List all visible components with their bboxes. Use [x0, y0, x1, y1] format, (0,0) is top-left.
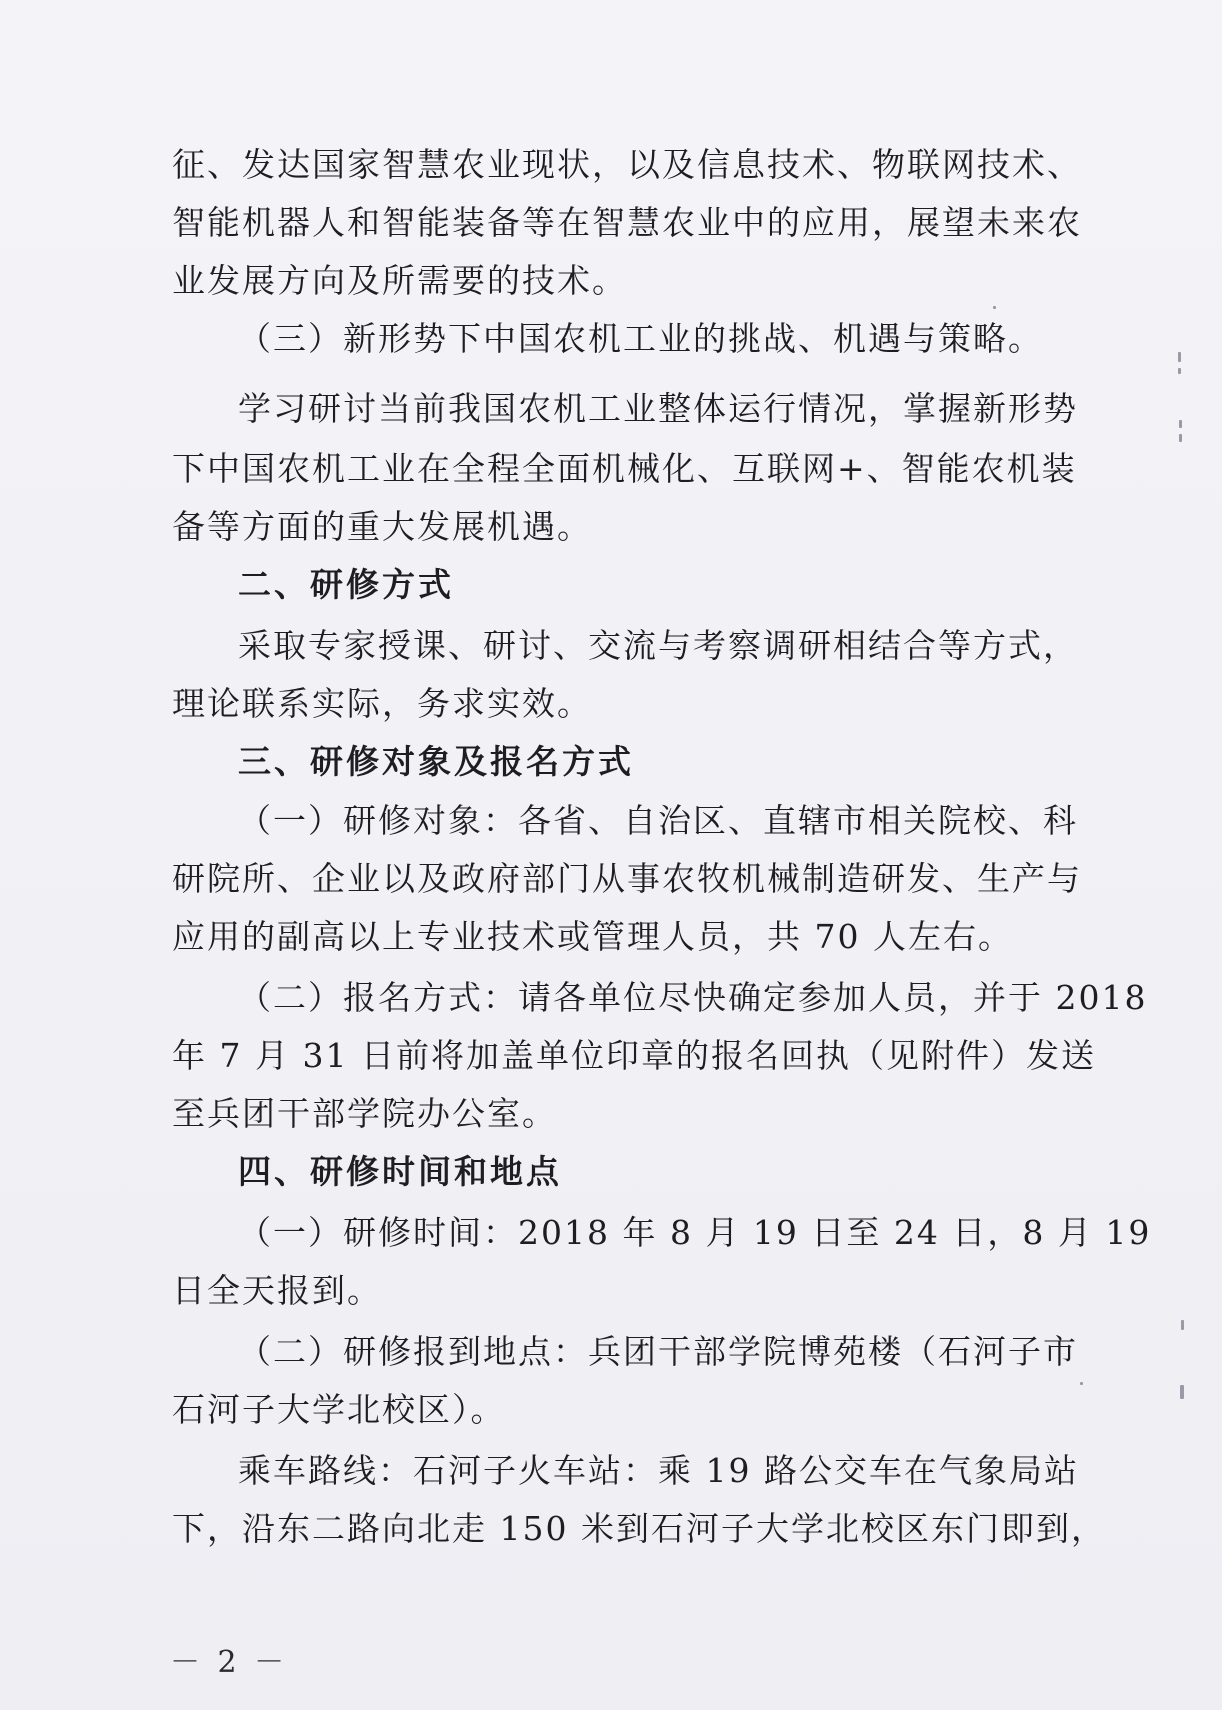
paragraph-line: 业发展方向及所需要的技术。: [172, 261, 627, 300]
paragraph-line: 理论联系实际，务求实效。: [172, 684, 592, 723]
paragraph-line: 至兵团干部学院办公室。: [172, 1094, 557, 1133]
paragraph-line: 征、发达国家智慧农业现状，以及信息技术、物联网技术、: [172, 145, 1082, 184]
section-heading: 四、研修时间和地点: [238, 1152, 562, 1191]
scan-speck: [993, 306, 996, 309]
paragraph-line: 智能机器人和智能装备等在智慧农业中的应用，展望未来农: [172, 203, 1082, 242]
paragraph-line: 备等方面的重大发展机遇。: [172, 507, 592, 546]
section-heading: 二、研修方式: [238, 565, 454, 604]
paragraph-line: 石河子大学北校区）。: [172, 1390, 506, 1429]
paragraph-line: 研院所、企业以及政府部门从事农牧机械制造研发、生产与: [172, 859, 1082, 898]
scan-speck: [1181, 1320, 1184, 1330]
paragraph-line: 采取专家授课、研讨、交流与考察调研相结合等方式，: [238, 626, 1078, 665]
paragraph-line: （二）报名方式：请各单位尽快确定参加人员，并于 2018: [238, 978, 1148, 1017]
scan-speck: [1080, 1382, 1083, 1385]
page-number: － 2 －: [170, 1645, 289, 1680]
paragraph-line: 日全天报到。: [172, 1271, 382, 1310]
scan-speck: [1178, 368, 1181, 374]
scan-speck: [1178, 352, 1181, 362]
paragraph-line: 乘车路线：石河子火车站：乘 19 路公交车在气象局站: [238, 1451, 1079, 1490]
paragraph-line: 学习研讨当前我国农机工业整体运行情况，掌握新形势: [238, 389, 1078, 428]
section-subheading: （三）新形势下中国农机工业的挑战、机遇与策略。: [238, 319, 1043, 358]
paragraph-line: 下，沿东二路向北走 150 米到石河子大学北校区东门即到，: [172, 1509, 1106, 1548]
scan-speck: [1179, 420, 1182, 428]
paragraph-line: （一）研修对象：各省、自治区、直辖市相关院校、科: [238, 801, 1078, 840]
section-heading: 三、研修对象及报名方式: [238, 742, 634, 781]
paragraph-line: 年 7 月 31 日前将加盖单位印章的报名回执（见附件）发送: [172, 1036, 1096, 1075]
paragraph-line: 应用的副高以上专业技术或管理人员，共 70 人左右。: [172, 917, 1013, 956]
paragraph-line: 下中国农机工业在全程全面机械化、互联网+、智能农机装: [172, 449, 1077, 488]
paragraph-line: （二）研修报到地点：兵团干部学院博苑楼（石河子市: [238, 1332, 1078, 1371]
paragraph-line: （一）研修时间：2018 年 8 月 19 日至 24 日，8 月 19: [238, 1213, 1152, 1252]
scan-speck: [1180, 1385, 1184, 1399]
scan-speck: [1179, 434, 1182, 442]
